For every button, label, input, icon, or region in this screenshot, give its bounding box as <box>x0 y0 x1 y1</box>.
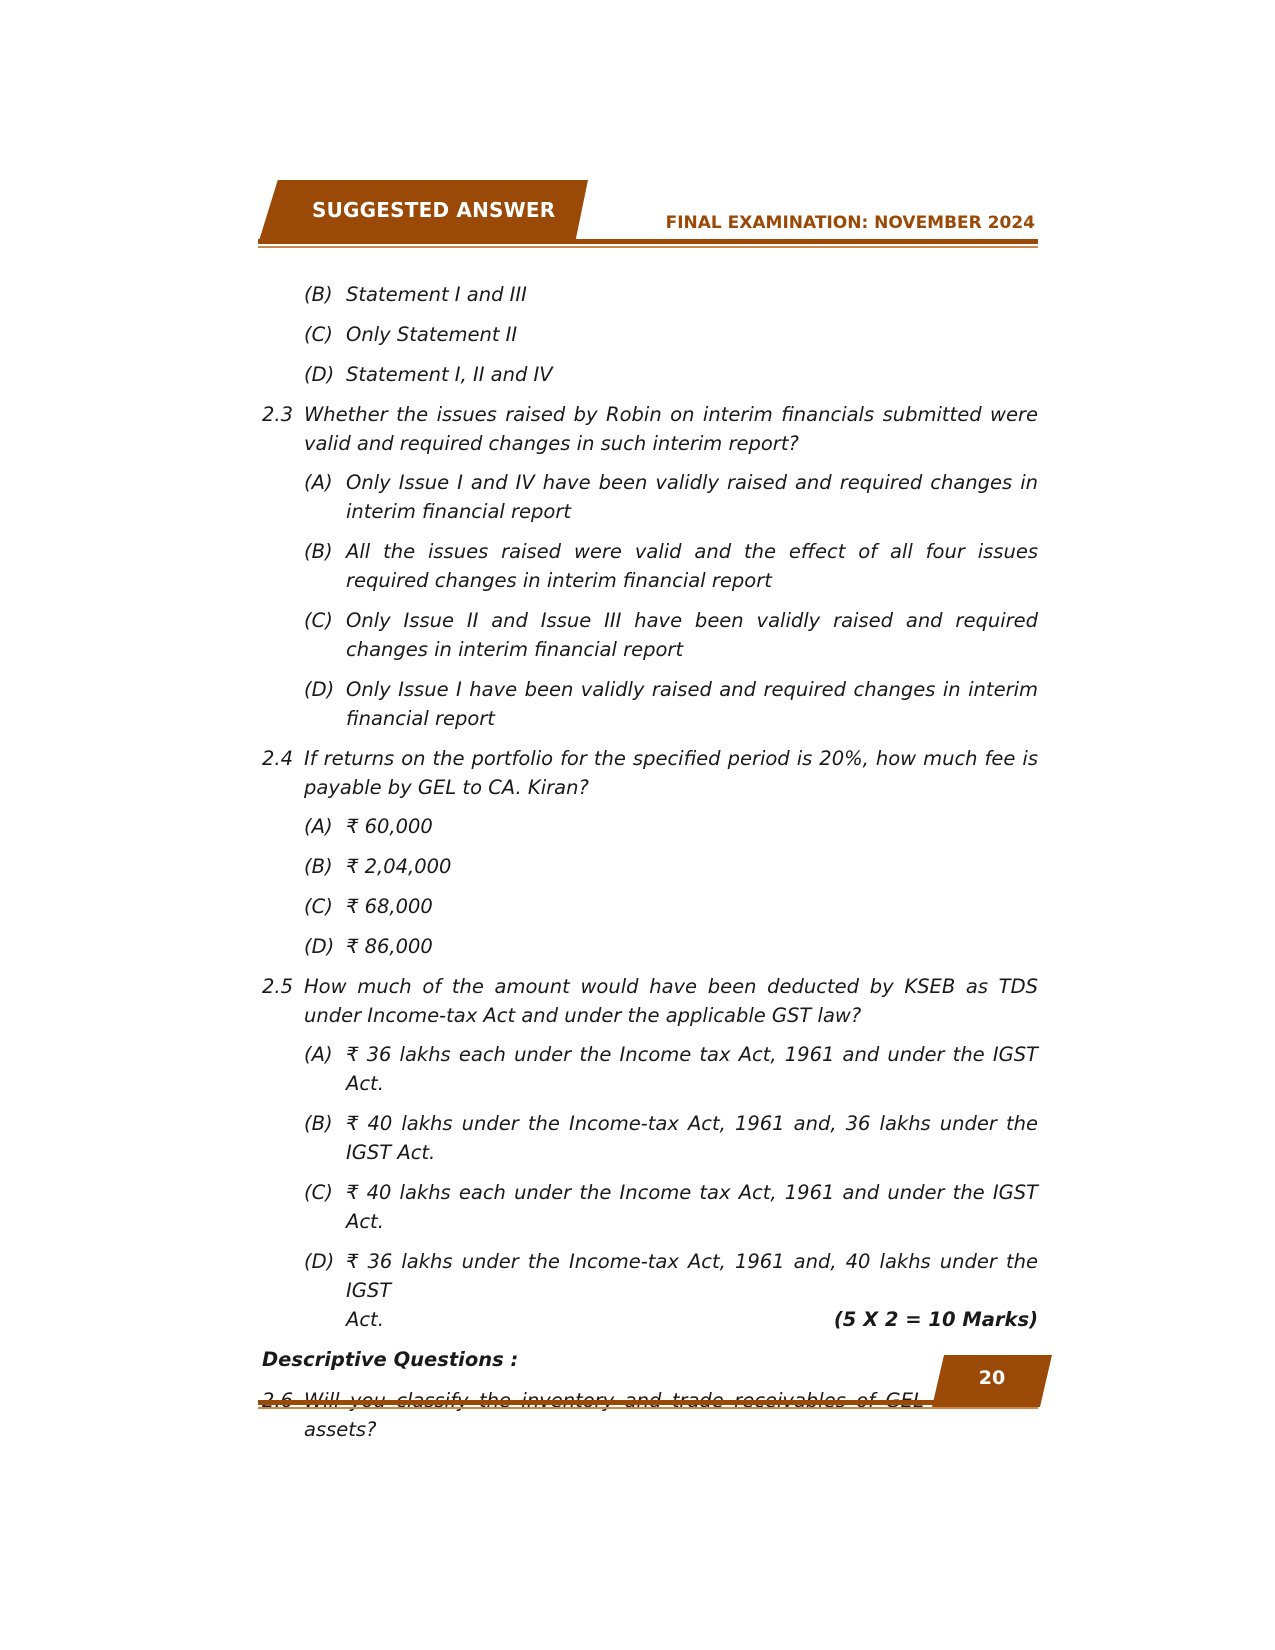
option-item: (D) Only Issue I have been validly raised and required changes in interim financial report <box>304 678 1038 730</box>
option-item: (A) ₹ 36 lakhs each under the Income tax Act, 1961 and under the IGST Act. <box>304 1043 1038 1095</box>
footer-rule <box>258 1400 1038 1405</box>
question-2-6: assets? <box>304 1418 377 1441</box>
question-2-5: 2.5 How much of the amount would have been deducted by KSEB as TDS under Income-tax Act and under the applicable GST law? <box>262 975 1038 1027</box>
marks-label: (5 X 2 = 10 Marks) <box>833 1308 1038 1331</box>
option-item: (C) ₹ 40 lakhs each under the Income tax Act, 1961 and under the IGST Act. <box>304 1181 1038 1233</box>
header-tab-label: SUGGESTED ANSWER <box>312 198 556 222</box>
question-2-3: 2.3 Whether the issues raised by Robin on interim financials submitted were valid and required changes in such interim report? <box>262 403 1038 455</box>
option-item: (B) All the issues raised were valid and the effect of all four issues required changes in interim financial report <box>304 540 1038 592</box>
header-rule <box>258 239 1038 244</box>
exam-title: FINAL EXAMINATION: NOVEMBER 2024 <box>665 213 1035 233</box>
option-item: (A) ₹ 60,000 <box>304 815 433 838</box>
option-item: (B) ₹ 40 lakhs under the Income-tax Act, 1961 and, 36 lakhs under the IGST Act. <box>304 1112 1038 1164</box>
option-item: (C) Only Statement II <box>304 323 518 346</box>
option-item: (C) ₹ 68,000 <box>304 895 433 918</box>
page-number: 20 <box>978 1367 1006 1389</box>
document-body <box>262 280 1038 1454</box>
question-2-4: 2.4 If returns on the portfolio for the specified period is 20%, how much fee is payable by GEL to CA. Kiran? <box>262 747 1038 799</box>
option-item: (D) ₹ 86,000 <box>304 935 433 958</box>
descriptive-heading: Descriptive Questions : <box>262 1348 519 1371</box>
option-item: (C) Only Issue II and Issue III have been validly raised and required changes in interim financial report <box>304 609 1038 661</box>
option-item: (B) ₹ 2,04,000 <box>304 855 452 878</box>
option-item: (B) Statement I and III <box>304 283 527 306</box>
footer-rule-thin <box>258 1407 1038 1409</box>
option-item: (D) ₹ 36 lakhs under the Income-tax Act, 1961 and, 40 lakhs under the IGST Act. (5 X 2 = 10 Marks) <box>304 1247 1038 1334</box>
header-rule-thin <box>258 246 1038 248</box>
option-item: (A) Only Issue I and IV have been validly raised and required changes in interim financial report <box>304 471 1038 523</box>
option-item: (D) Statement I, II and IV <box>304 363 553 386</box>
